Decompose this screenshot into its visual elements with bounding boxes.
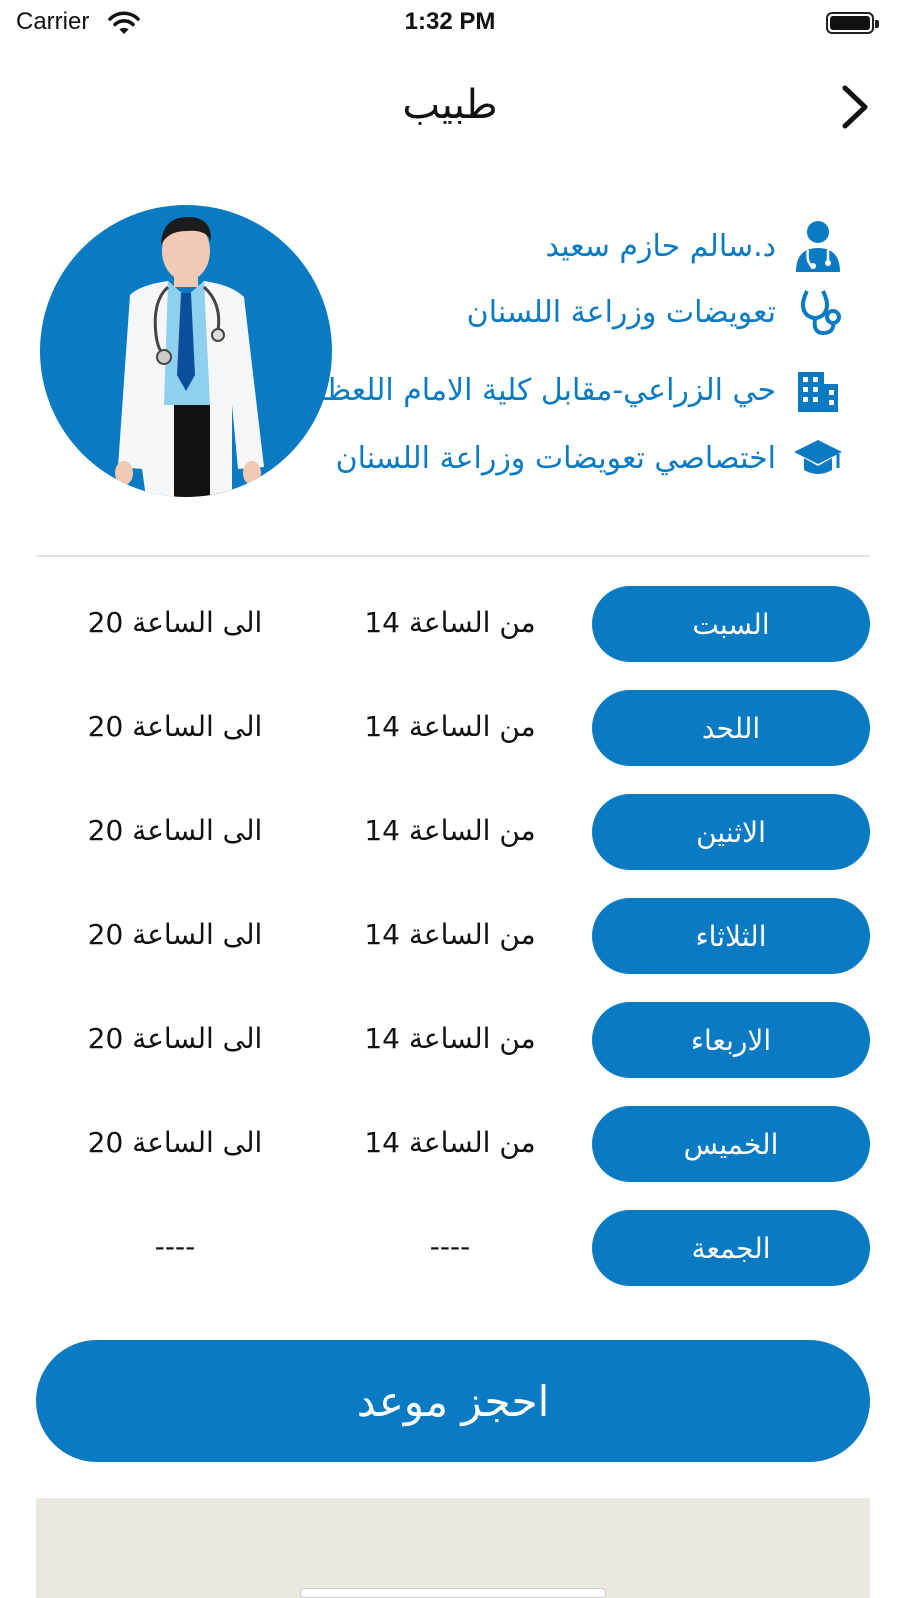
graduation-cap-icon bbox=[788, 428, 848, 488]
day-button-wednesday[interactable]: الاربعاء bbox=[592, 1002, 870, 1078]
doctor-illustration bbox=[40, 205, 332, 497]
status-bar bbox=[0, 0, 900, 48]
doctor-name: د.سالم حازم سعيد bbox=[545, 228, 776, 264]
day-button-tuesday[interactable]: الثلاثاء bbox=[592, 898, 870, 974]
day-button-monday[interactable]: الاثنين bbox=[592, 794, 870, 870]
doctor-address: حي الزراعي-مقابل كلية الامام اللعظم bbox=[307, 372, 776, 408]
doctor-specialty: تعويضات وزراعة اللسنان bbox=[466, 294, 776, 330]
to-time: الى الساعة 20 bbox=[87, 918, 263, 951]
battery-fill bbox=[830, 16, 870, 30]
divider bbox=[36, 555, 870, 557]
to-time: الى الساعة 20 bbox=[87, 710, 263, 743]
to-time: الى الساعة 20 bbox=[87, 606, 263, 639]
day-button-sunday[interactable]: اللحد bbox=[592, 690, 870, 766]
to-time: الى الساعة 20 bbox=[87, 814, 263, 847]
status-time: 1:32 PM bbox=[404, 8, 496, 35]
day-button-friday[interactable]: الجمعة bbox=[592, 1210, 870, 1286]
to-time: الى الساعة 20 bbox=[87, 1126, 263, 1159]
doctor-icon bbox=[788, 216, 848, 276]
map-callout bbox=[300, 1588, 606, 1598]
carrier-label: Carrier bbox=[16, 8, 90, 35]
book-appointment-button[interactable]: احجز موعد bbox=[36, 1340, 870, 1462]
from-time: من الساعة 14 bbox=[364, 814, 536, 847]
from-time: من الساعة 14 bbox=[364, 1022, 536, 1055]
map-view[interactable] bbox=[36, 1498, 870, 1598]
day-button-thursday[interactable]: الخميس bbox=[592, 1106, 870, 1182]
from-time: ---- bbox=[429, 1230, 471, 1263]
chevron-right-icon[interactable] bbox=[835, 82, 875, 132]
page-title: طبيب bbox=[402, 82, 498, 128]
stethoscope-icon bbox=[788, 282, 848, 342]
doctor-specialty-row bbox=[467, 282, 848, 342]
doctor-avatar bbox=[40, 205, 332, 497]
to-time: الى الساعة 20 bbox=[87, 1022, 263, 1055]
doctor-qualification: اختصاصي تعويضات وزراعة اللسنان bbox=[335, 440, 776, 476]
doctor-qualification-row bbox=[336, 428, 848, 488]
from-time: من الساعة 14 bbox=[364, 710, 536, 743]
to-time: ---- bbox=[154, 1230, 196, 1263]
from-time: من الساعة 14 bbox=[364, 918, 536, 951]
doctor-name-row bbox=[545, 216, 848, 276]
from-time: من الساعة 14 bbox=[364, 1126, 536, 1159]
doctor-address-row bbox=[307, 360, 848, 420]
from-time: من الساعة 14 bbox=[364, 606, 536, 639]
day-button-saturday[interactable]: السبت bbox=[592, 586, 870, 662]
battery-icon bbox=[826, 12, 874, 34]
building-icon bbox=[788, 360, 848, 420]
